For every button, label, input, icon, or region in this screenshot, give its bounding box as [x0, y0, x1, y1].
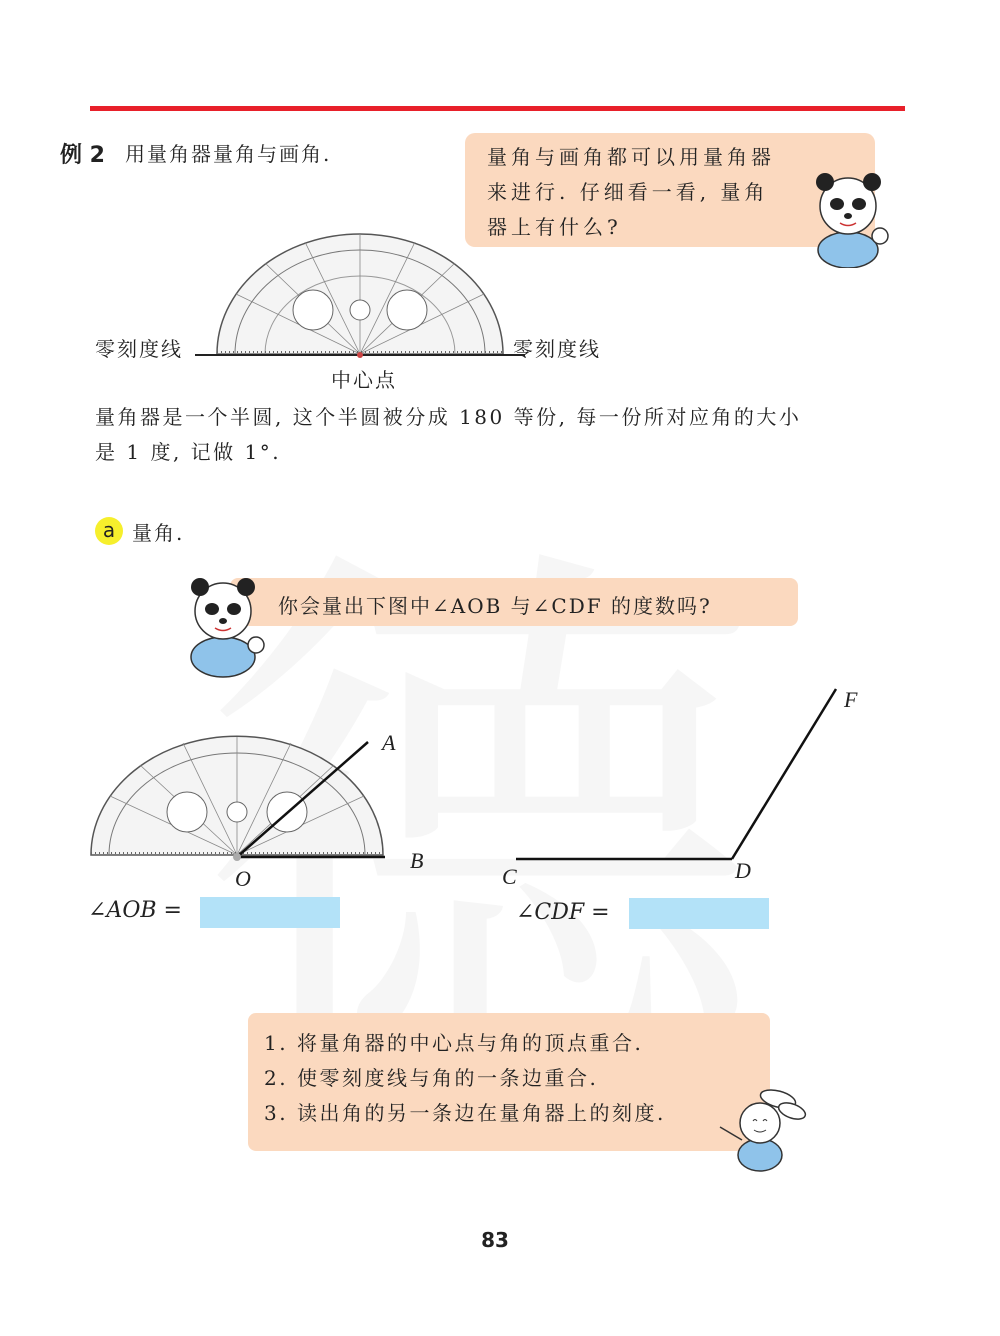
- point-o-label: O: [235, 866, 251, 891]
- example-label: 例 2: [60, 143, 105, 168]
- step-2: 2. 使零刻度线与角的一条边重合.: [264, 1066, 599, 1090]
- question-text: 你会量出下图中∠AOB 与∠CDF 的度数吗?: [278, 594, 712, 618]
- angle-aob-answer-box[interactable]: [200, 897, 340, 928]
- panda-illustration-2: [178, 575, 273, 680]
- paragraph-line-2: 是 1 度, 记做 1°.: [95, 440, 282, 464]
- page-number: 83: [481, 1228, 509, 1252]
- rabbit-illustration: [710, 1085, 815, 1175]
- point-b-label: B: [410, 848, 424, 873]
- zero-line-label-left: 零刻度线: [95, 337, 183, 361]
- point-c-label: C: [502, 864, 517, 889]
- bubble-line-1: 量角与画角都可以用量角器: [487, 145, 775, 169]
- figure-angle-cdf: [510, 680, 850, 870]
- paragraph-line-1: 量角器是一个半圆, 这个半圆被分成 180 等份, 每一份所对应角的大小: [95, 405, 802, 429]
- speech-bubble-question: [230, 578, 798, 626]
- protractor-illustration-1: [195, 218, 525, 360]
- section-title: 量角.: [132, 521, 185, 545]
- bubble-line-3: 器上有什么?: [487, 215, 622, 239]
- point-a-label: A: [382, 730, 396, 755]
- bubble-line-2: 来进行. 仔细看一看, 量角: [487, 180, 769, 204]
- zero-line-label-right: 零刻度线: [513, 337, 601, 361]
- steps-box: [248, 1013, 770, 1151]
- angle-cdf-answer-box[interactable]: [629, 898, 769, 929]
- angle-cdf-equation: ∠CDF =: [516, 900, 610, 925]
- point-f-label: F: [844, 687, 858, 712]
- panda-illustration-1: [800, 168, 895, 268]
- section-badge: a: [95, 517, 123, 545]
- angle-aob-equation: ∠AOB =: [88, 898, 182, 923]
- point-d-label: D: [735, 858, 751, 883]
- center-point-label: 中心点: [331, 368, 397, 392]
- step-1: 1. 将量角器的中心点与角的顶点重合.: [264, 1031, 644, 1055]
- header-rule: [90, 106, 905, 111]
- step-3: 3. 读出角的另一条边在量角器上的刻度.: [264, 1101, 666, 1125]
- example-title: 用量角器量角与画角.: [125, 142, 332, 166]
- ray-df: [732, 689, 836, 859]
